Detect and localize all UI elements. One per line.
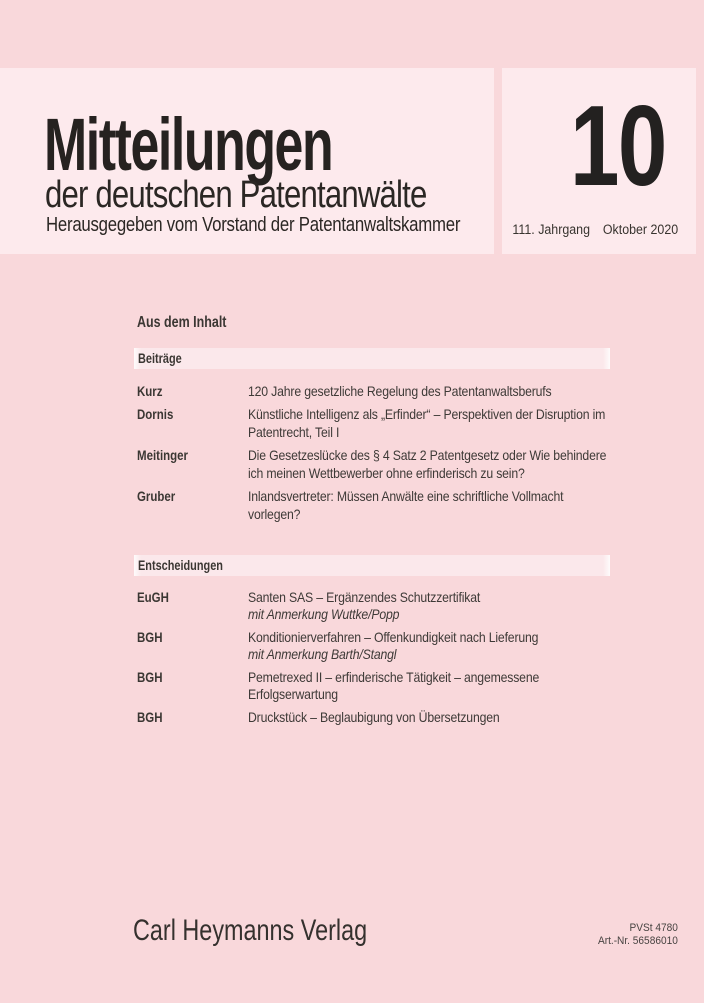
toc-entry [137, 629, 616, 662]
section-title: Entscheidungen [138, 557, 223, 573]
decision-note: mit Anmerkung Wuttke/Popp [248, 605, 400, 622]
section-header-beitraege [134, 348, 610, 369]
toc-entry [137, 487, 616, 523]
toc-entry-title: Künstliche Intelligenz als „Erfinder“ – Perspektiven der Disruption im Patentrecht, Teil I [248, 406, 606, 440]
postal-id: PVSt 4780 [629, 922, 678, 934]
publisher-name: Carl Heymanns Verlag [133, 914, 368, 947]
issue-panel [502, 68, 696, 254]
toc-entry-court: BGH [137, 669, 163, 685]
toc-entry-author: Kurz [137, 383, 163, 399]
toc-entry-title: Inlandsvertreter: Müssen Anwälte eine schriftliche Vollmacht vorlegen? [248, 488, 564, 522]
toc-entry-author: Meitinger [137, 447, 189, 463]
toc-entry-title: Die Gesetzeslücke des § 4 Satz 2 Patentgesetz oder Wie behindere ich meinen Wettbewerber ohne erfinderisch zu sein? [248, 447, 607, 481]
section-header-entscheidungen [134, 555, 610, 576]
issue-number: 10 [570, 83, 666, 210]
decision-title: Konditionierverfahren – Offenkundigkeit nach Lieferung [248, 629, 539, 645]
journal-subtitle: der deutschen Patentanwälte [45, 174, 427, 216]
footer-meta [598, 922, 678, 947]
volume-label: 111. Jahrgang [512, 222, 590, 237]
decision-title: Santen SAS – Ergänzendes Schutzzertifikat [248, 589, 481, 605]
beitraege-entries [137, 382, 616, 528]
toc-entry [137, 709, 616, 726]
toc-entry-author: Gruber [137, 488, 176, 504]
toc-entry-title [248, 629, 616, 662]
toc-entry-court: BGH [137, 709, 163, 725]
contents-heading: Aus dem Inhalt [137, 314, 227, 331]
toc-entry [137, 589, 616, 622]
toc-entry [137, 446, 616, 482]
issue-meta [512, 222, 678, 237]
toc-entry-title: 120 Jahre gesetzliche Regelung des Patentanwaltsberufs [248, 383, 552, 399]
toc-entry-court: EuGH [137, 589, 169, 605]
entscheidungen-entries [137, 589, 616, 733]
issue-date: Oktober 2020 [602, 222, 678, 237]
toc-entry [137, 382, 616, 400]
toc-entry [137, 669, 616, 702]
decision-note: mit Anmerkung Barth/Stangl [248, 645, 397, 662]
journal-title: Mitteilungen [44, 103, 333, 186]
section-title: Beiträge [138, 350, 182, 366]
toc-entry-title: Druckstück – Beglaubigung von Übersetzungen [248, 709, 500, 725]
toc-entry-author: Dornis [137, 406, 174, 422]
toc-entry-title: Pemetrexed II – erfinderische Tätigkeit – angemessene Erfolgserwartung [248, 669, 540, 702]
toc-entry [137, 405, 616, 441]
toc-entry-title [248, 589, 616, 622]
toc-entry-court: BGH [137, 629, 163, 645]
journal-publisher-line: Herausgegeben vom Vorstand der Patentanwaltskammer [46, 214, 461, 236]
article-number: Art.-Nr. 56586010 [598, 934, 678, 947]
masthead-panel [0, 68, 494, 254]
